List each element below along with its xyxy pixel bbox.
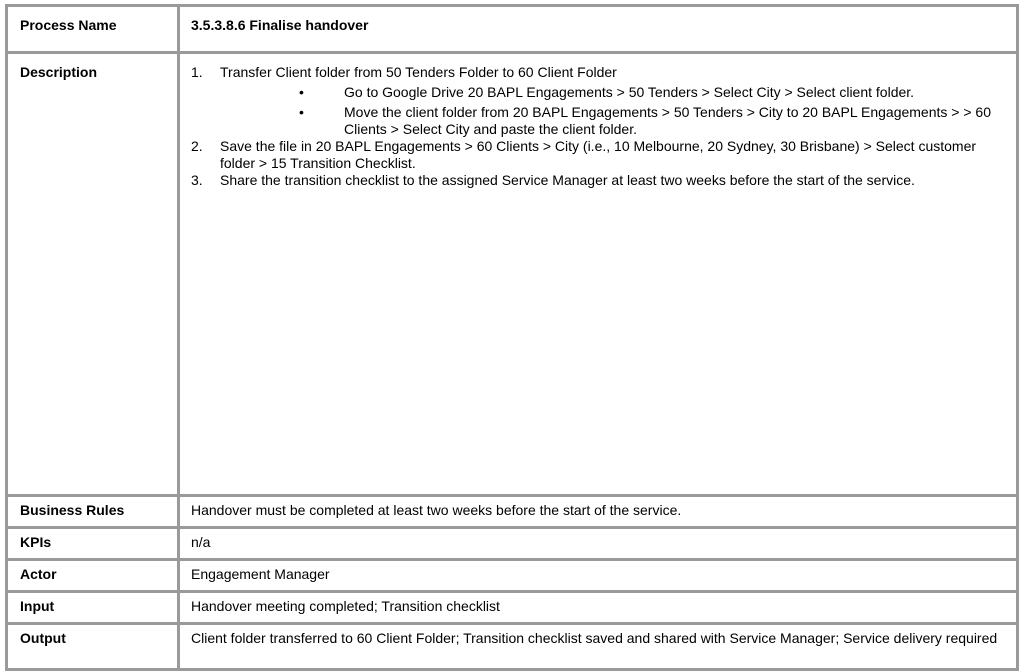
row-actor (7, 560, 1018, 592)
row-kpis (7, 528, 1018, 560)
substep-text: Go to Google Drive 20 BAPL Engagements > 50 Tenders > Select City > Select client folder. (344, 84, 915, 100)
step-1 (191, 64, 1016, 138)
business-rules-value: Handover must be completed at least two weeks before the start of the service. (179, 496, 1018, 528)
actor-label: Actor (7, 560, 179, 592)
bullet-icon: • (299, 104, 304, 120)
substep-2 (220, 104, 1016, 138)
kpis-label: KPIs (7, 528, 179, 560)
step-number: 1. (191, 64, 203, 80)
description-steps (191, 64, 1016, 189)
step-number: 3. (191, 172, 203, 188)
process-name-label: Process Name (7, 6, 179, 53)
actor-value: Engagement Manager (179, 560, 1018, 592)
bullet-icon: • (299, 84, 304, 100)
step-number: 2. (191, 138, 203, 154)
output-value: Client folder transferred to 60 Client Folder; Transition checklist saved and shared with Service Manager; Service delivery required (179, 624, 1018, 670)
row-business-rules (7, 496, 1018, 528)
process-name-value: 3.5.3.8.6 Finalise handover (179, 6, 1018, 53)
step-2 (191, 138, 1016, 172)
substep-1 (220, 84, 1016, 101)
row-description (7, 53, 1018, 496)
input-value: Handover meeting completed; Transition checklist (179, 592, 1018, 624)
process-table (5, 4, 1019, 671)
step-text: Share the transition checklist to the assigned Service Manager at least two weeks before the start of the service. (220, 172, 915, 188)
input-label: Input (7, 592, 179, 624)
step-text: Save the file in 20 BAPL Engagements > 60 Clients > City (i.e., 10 Melbourne, 20 Sydney, 30 Brisbane) > Select customer folder > 15 Transition Checklist. (220, 138, 977, 171)
row-input (7, 592, 1018, 624)
row-process-name (7, 6, 1018, 53)
output-label: Output (7, 624, 179, 670)
step-3 (191, 172, 1016, 189)
description-label: Description (7, 53, 179, 496)
substep-text: Move the client folder from 20 BAPL Engagements > 50 Tenders > City to 20 BAPL Engagements > > 60 Clients > Select City and paste the client folder. (344, 104, 991, 137)
kpis-value: n/a (179, 528, 1018, 560)
row-output (7, 624, 1018, 670)
step-text: Transfer Client folder from 50 Tenders Folder to 60 Client Folder (220, 64, 617, 80)
business-rules-label: Business Rules (7, 496, 179, 528)
step-1-substeps (220, 84, 1016, 138)
description-value (179, 53, 1018, 496)
